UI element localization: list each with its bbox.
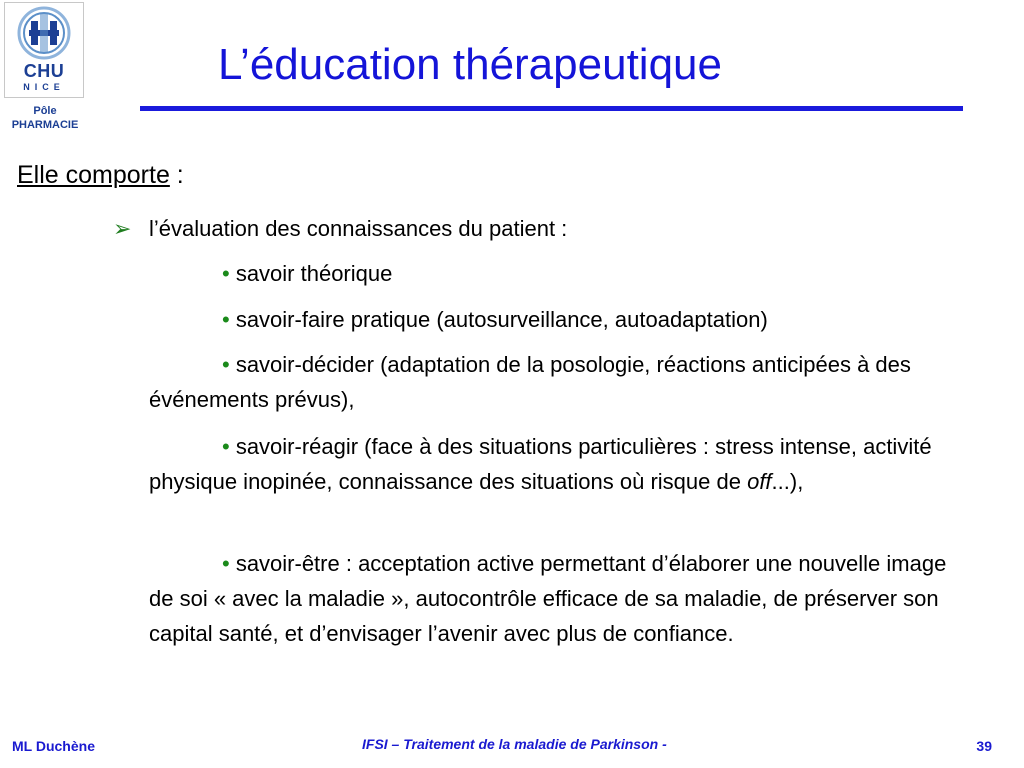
- level1-text: l’évaluation des connaissances du patient :: [149, 216, 568, 241]
- logo-chu-text: CHU: [23, 61, 65, 81]
- footer-author: ML Duchène: [12, 738, 95, 754]
- sub-item-text: savoir-réagir (face à des situations particulières : stress intense, activité physique inopinée, connaissance des situations où risque de: [149, 434, 932, 494]
- bullet-dot-icon: •: [222, 261, 230, 286]
- arrow-bullet-icon: ➢: [113, 216, 132, 241]
- sub-item-savoir-decider: [149, 347, 969, 417]
- sub-item-text: savoir théorique: [229, 261, 393, 286]
- sub-item-savoir-reagir: [149, 429, 969, 499]
- pole-label: Pôle: [33, 105, 57, 117]
- intro-suffix: :: [169, 161, 184, 189]
- sub-item-savoir-faire: [149, 302, 969, 337]
- sub-item-text: savoir-faire pratique (autosurveillance, autoadaptation): [229, 307, 768, 332]
- slide-title: L’éducation thérapeutique: [218, 40, 722, 89]
- bullet-dot-icon: •: [222, 352, 230, 377]
- chu-nice-logo: [4, 2, 84, 98]
- pole-pharmacie-label: [0, 104, 90, 132]
- chu-emblem-icon: [5, 3, 83, 63]
- intro-underlined: Elle comporte: [17, 161, 170, 189]
- footer-page-number: 39: [976, 738, 992, 754]
- logo-nice-text: NICE: [23, 82, 65, 92]
- sub-item-savoir-theorique: [149, 256, 969, 291]
- pharmacie-label: PHARMACIE: [11, 119, 79, 131]
- sub-item-text: savoir-être : acceptation active permettant d’élaborer une nouvelle image de soi « avec la maladie », autocontrôle efficace de sa maladie, de préserver son capital santé, et d’envisager l’avenir avec plus de confiance.: [149, 551, 947, 646]
- bullet-dot-icon: •: [222, 551, 230, 576]
- intro-line: [17, 161, 184, 190]
- bullet-dot-icon: •: [222, 307, 230, 332]
- sub-item-savoir-etre: [149, 546, 969, 651]
- footer-course-title: IFSI – Traitement de la maladie de Parkinson -: [362, 736, 667, 752]
- sub-item-text: savoir-décider (adaptation de la posologie, réactions anticipées à des événements prévus),: [149, 352, 911, 412]
- sub-item-text-end: ...),: [771, 469, 804, 494]
- level1-bullet-item: [113, 216, 567, 242]
- title-underline-divider: [140, 106, 963, 111]
- sub-item-italic-text: off: [747, 469, 772, 494]
- bullet-dot-icon: •: [222, 434, 230, 459]
